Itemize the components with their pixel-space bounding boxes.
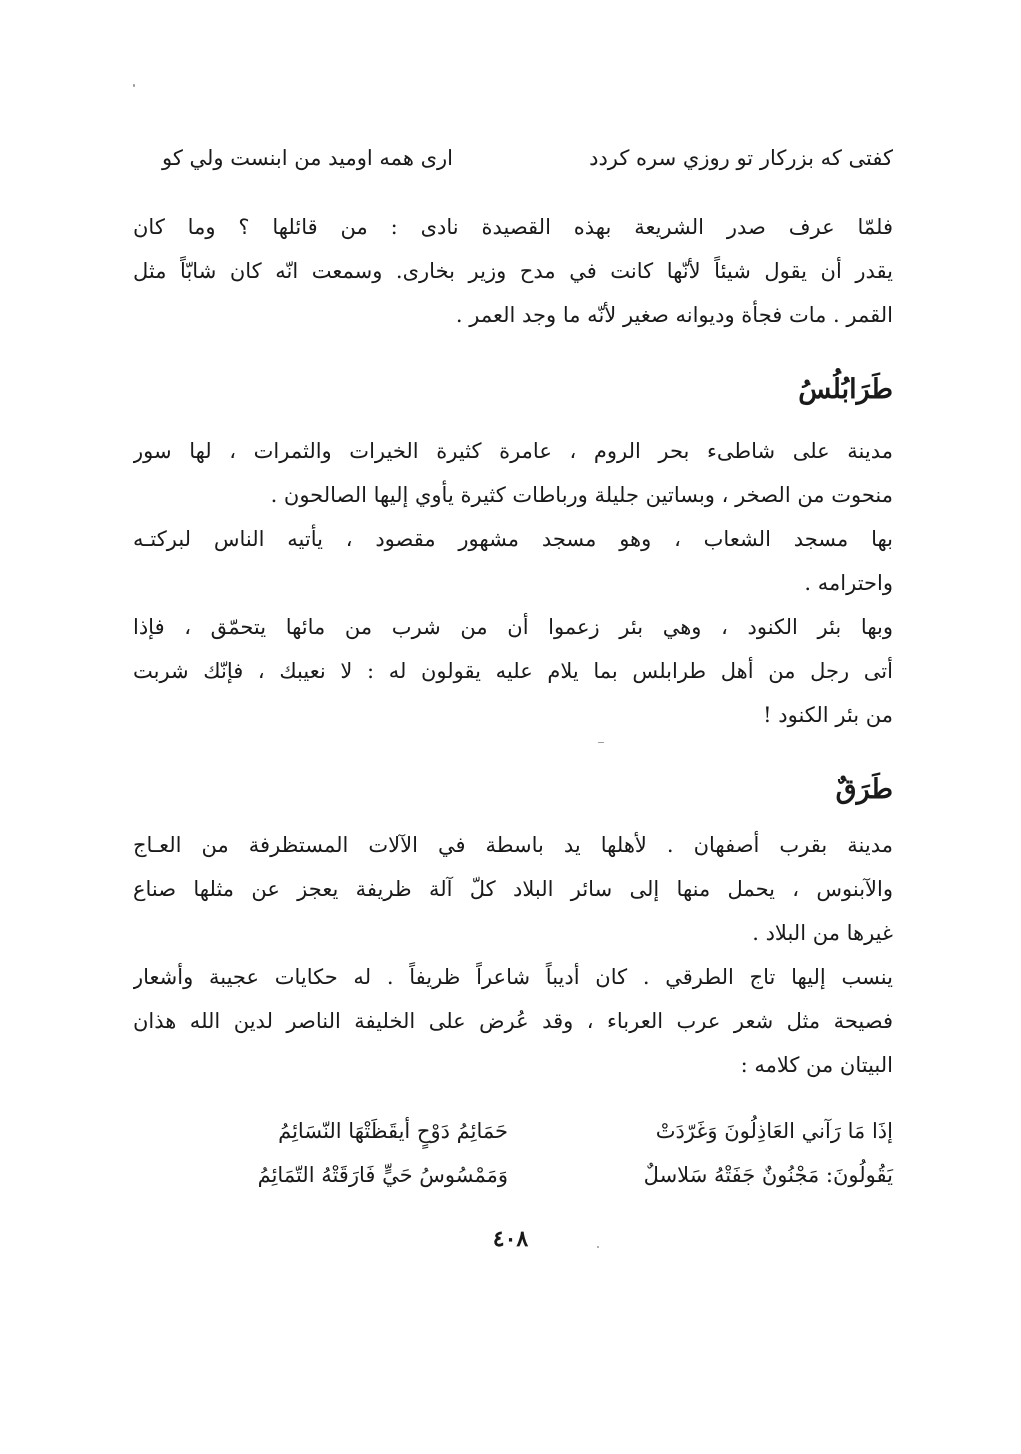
tarabulus-paragraph-3-line-3: من بئر الكنود !: [763, 703, 893, 727]
poem-verse-2-hemistich-2: وَمَمْسُوسُ حَيٍّ فَارَقَتْهُ التّمَائِمُ: [257, 1163, 508, 1187]
section-heading-taraq: طَرَقٌ: [835, 774, 893, 805]
taraq-paragraph-2-line-1: ينسب إليها تاج الطرقي . كان أديباً شاعراً ظريفاً . له حكايات عجيبة وأشعار: [133, 965, 893, 989]
taraq-paragraph-2-line-2: فصيحة مثل شعر عرب العرباء ، وقد عُرض على الخليفة الناصر لدين الله هذان: [133, 1009, 893, 1033]
taraq-paragraph-1-line-2: والآبنوس ، يحمل منها إلى سائر البلاد كلّ آلة ظريفة يعجز عن مثلها صناع: [133, 877, 893, 901]
tarabulus-paragraph-1-line-2: منحوت من الصخر ، وبساتين جليلة ورباطات كثيرة يأوي إليها الصالحون .: [270, 483, 893, 507]
intro-paragraph-line-2: يقدر أن يقول شيئاً لأنّها كانت في مدح وزير بخارى. وسمعت انّه كان شابّاً مثل: [133, 259, 893, 283]
poem-verse-2-hemistich-1: يَقُولُونَ: مَجْنُونٌ جَفَتْهُ سَلاسلٌ: [643, 1163, 893, 1187]
tarabulus-paragraph-2-line-1: بها مسجد الشعاب ، وهو مسجد مشهور مقصود ، يأتيه الناس لبركتـه: [133, 527, 893, 551]
poem-verse-1-hemistich-2: حَمَائِمُ دَوْحٍ أيقَظَتْهَا النّسَائِمُ: [278, 1119, 508, 1143]
taraq-paragraph-2-line-3: البيتان من كلامه :: [740, 1053, 893, 1077]
page-number: ٤٠٨: [492, 1226, 529, 1252]
intro-paragraph-line-3: القمر . مات فجأة وديوانه صغير لأنّه ما وجد العمر .: [455, 303, 893, 327]
section-heading-tarabulus: طَرَابُلُسُ: [798, 374, 893, 405]
scan-speck: [598, 742, 604, 743]
tarabulus-paragraph-2-line-2: واحترامه .: [804, 571, 893, 595]
persian-verse-hemistich-1: كفتى كه بزركار تو روزي سره كردد: [589, 146, 893, 170]
tarabulus-paragraph-3-line-2: أتى رجل من أهل طرابلس بما يلام عليه يقولون له : لا نعيبك ، فإنّك شربت: [133, 659, 893, 683]
tarabulus-paragraph-3-line-1: وبها بئر الكنود ، وهي بئر زعموا أن من شرب من مائها يتحمّق ، فإذا: [133, 615, 893, 639]
tarabulus-paragraph-1-line-1: مدينة على شاطىء بحر الروم ، عامرة كثيرة الخيرات والثمرات ، لها سور: [133, 439, 893, 463]
intro-paragraph-line-1: فلمّا عرف صدر الشريعة بهذه القصيدة نادى : من قائلها ؟ وما كان: [133, 215, 893, 239]
scan-speck: [597, 1246, 599, 1248]
scan-speck: [133, 84, 135, 87]
taraq-paragraph-1-line-3: غيرها من البلاد .: [752, 921, 893, 945]
taraq-paragraph-1-line-1: مدينة بقرب أصفهان . لأهلها يد باسطة في الآلات المستظرفة من العـاج: [133, 833, 893, 857]
persian-verse-hemistich-2: ارى همه اوميد من ابنست ولي كو: [161, 146, 453, 170]
poem-verse-1-hemistich-1: إذَا مَا رَآني العَاذِلُونَ وَغَرّدَتْ: [655, 1119, 893, 1143]
